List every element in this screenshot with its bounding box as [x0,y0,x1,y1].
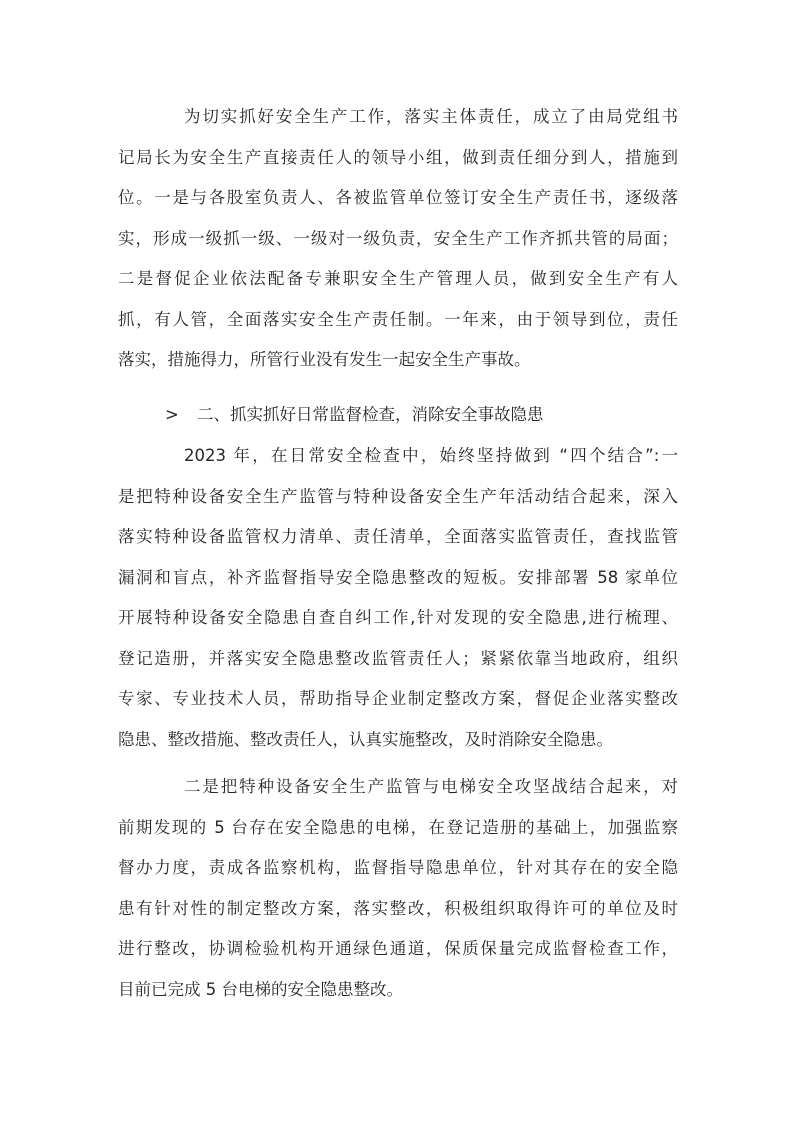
text-line: 为切实抓好安全生产工作，落实主体责任，成立了由局党组书 [184,107,678,126]
heading-bullet-icon: > [165,405,179,424]
text-line: 记局长为安全生产直接责任人的领导小组，做到责任细分到人，措施到 [118,147,678,167]
paragraph-elevator [118,767,678,1010]
text-line: 落实特种设备监管权力清单、责任清单，全面落实监管责任，查找监管 [118,527,678,546]
paragraph-inspection [118,436,678,760]
text-line: 目前已完成 5 台电梯的安全隐患整改。 [118,979,403,999]
paragraph-leadership [118,97,678,381]
text-line: 漏洞和盲点，补齐监督指导安全隐患整改的短板。安排部署 58 家单位 [118,567,678,587]
text-line: 开展特种设备安全隐患自查自纠工作,针对发现的安全隐患,进行梳理、 [118,608,678,627]
text-line: 位。一是与各股室负责人、各被监管单位签订安全生产责任书，逐级落 [118,188,678,207]
text-line: 2023 年，在日常安全检查中，始终坚持做到 “四个结合”:一 [184,446,678,465]
text-line: 是把特种设备安全生产监管与特种设备安全生产年活动结合起来，深入 [118,486,678,506]
text-line: 隐患、整改措施、整改责任人，认真实施整改，及时消除安全隐患。 [118,729,613,749]
text-line: 抓，有人管，全面落实安全生产责任制。一年来，由于领导到位，责任 [118,309,678,329]
text-line: 督办力度，责成各监察机构，监督指导隐患单位，针对其存在的安全隐 [118,858,678,877]
text-line: 前期发现的 5 台存在安全隐患的电梯，在登记造册的基础上，加强监察 [118,817,678,837]
text-line: 专家、专业技术人员，帮助指导企业制定整改方案，督促企业落实整改 [118,689,678,708]
text-line: 进行整改，协调检验机构开通绿色通道，保质保量完成监督检查工作， [118,939,678,958]
text-line: 落实，措施得力，所管行业没有发生一起安全生产事故。 [118,350,531,369]
heading-text: 二、抓实抓好日常监督检查，消除安全事故隐患 [197,405,544,424]
text-line: 实，形成一级抓一级、一级对一级负责，安全生产工作齐抓共管的局面； [118,228,678,248]
text-line: 患有针对性的制定整改方案，落实整改，积极组织取得许可的单位及时 [118,898,678,918]
text-line: 二是把特种设备安全生产监管与电梯安全攻坚战结合起来，对 [184,777,678,796]
text-line: 登记造册，并落实安全隐患整改监管责任人；紧紧依靠当地政府，组织 [118,648,678,668]
section-heading [165,395,685,436]
text-line: 二是督促企业依法配备专兼职安全生产管理人员，做到安全生产有人 [118,269,678,288]
